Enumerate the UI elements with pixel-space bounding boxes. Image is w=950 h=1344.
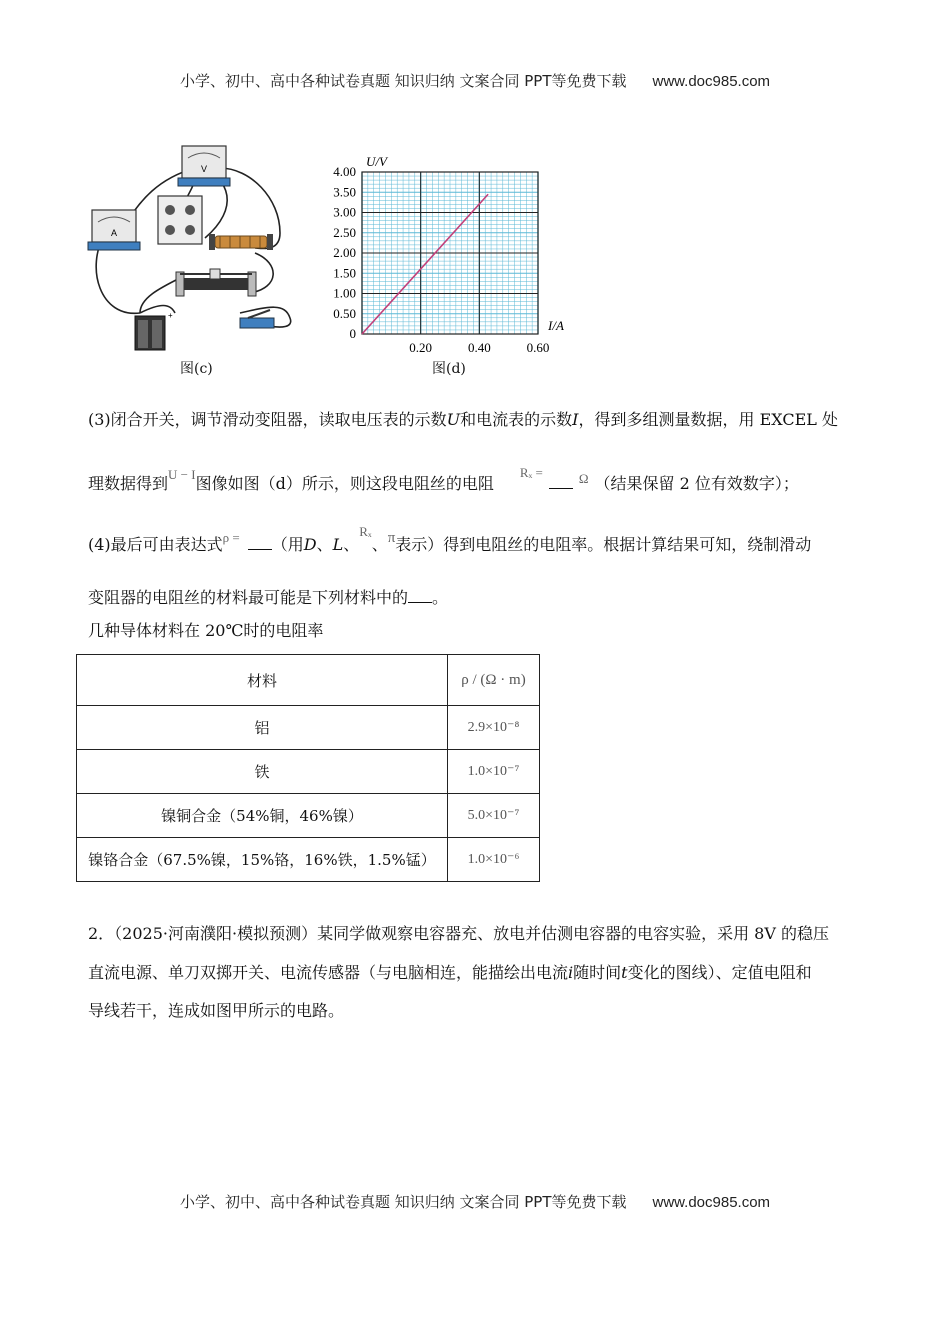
y-tick-label: 0: [349, 326, 356, 341]
q3-text-b: 和电流表的示数: [460, 410, 573, 429]
table-header-material: 材料: [77, 655, 448, 706]
y-tick-label: 1.00: [333, 285, 356, 301]
x-axis-label: I/A: [548, 318, 564, 333]
table-row: [77, 794, 540, 838]
ammeter-label: A: [111, 228, 118, 238]
q3-rx-expr: Rₓ =: [519, 465, 543, 480]
table-row: [77, 750, 540, 794]
resistivity-table: [76, 654, 540, 882]
q4-text-d: 变阻器的电阻丝的材料最可能是下列材料中的: [88, 588, 409, 607]
q3-text-d: 理数据得到: [88, 474, 169, 493]
y-axis-label: U/V: [366, 154, 387, 169]
q4-d: D: [303, 535, 317, 554]
q4-line1: [88, 524, 812, 558]
q3-u: U: [446, 410, 461, 429]
table-cell-material: 铝: [77, 706, 448, 750]
q4-rho-expr: ρ =: [222, 530, 240, 545]
page-header: [0, 70, 950, 91]
table-header-row: [77, 655, 540, 706]
q4-pi: π: [387, 530, 396, 546]
q4-material-blank[interactable]: [408, 586, 432, 603]
q4-sep1: 、: [316, 535, 333, 554]
x-tick-label: 0.60: [526, 340, 550, 355]
footer-text: 小学、初中、高中各种试卷真题 知识归纳 文案合同 PPT等免费下载: [179, 1193, 627, 1211]
header-text: 小学、初中、高中各种试卷真题 知识归纳 文案合同 PPT等免费下载: [179, 72, 627, 90]
table-header-rho: ρ / (Ω · m): [448, 655, 540, 706]
table-row: [77, 706, 540, 750]
table-cell-value: 5.0×10⁻⁷: [448, 794, 540, 838]
q4-end: 。: [432, 588, 449, 607]
y-tick-label: 2.50: [333, 224, 356, 240]
q2-line2: [88, 961, 812, 985]
y-tick-label: 3.50: [333, 184, 356, 200]
battery-plus-label: +: [168, 311, 173, 320]
q4-sep3: 、: [371, 535, 388, 554]
table-cell-value: 1.0×10⁻⁶: [448, 838, 540, 882]
q2-text-a: 直流电源、单刀双掷开关、电流传感器（与电脑相连，能描绘出电流: [88, 963, 569, 982]
y-tick-label: 3.00: [333, 204, 356, 220]
ui-graph: [318, 140, 598, 358]
q3-text-c: ，得到多组测量数据，用 EXCEL 处: [578, 410, 839, 429]
q4-text-b: （用: [271, 535, 304, 554]
q2-text-c: 变化的图线）、定值电阻和: [627, 963, 812, 982]
table-caption: 几种导体材料在 20℃时的电阻率: [88, 621, 324, 640]
q3-text-f: （结果保留 2 位有效数字）；: [594, 474, 799, 493]
table-row: [77, 838, 540, 882]
battery-icon: [135, 311, 173, 350]
table-cell-material: 镍铜合金（54%铜，46%镍）: [77, 794, 448, 838]
y-tick-label: 0.50: [333, 305, 356, 321]
q3-text-a: (3)闭合开关，调节滑动变阻器，读取电压表的示数: [88, 410, 447, 429]
resistance-wire-icon: [209, 234, 273, 250]
circuit-figure: [80, 138, 300, 358]
page-footer: [0, 1191, 950, 1212]
table-cell-material: 铁: [77, 750, 448, 794]
q3-omega: Ω: [578, 471, 589, 486]
header-site: www.doc985.com: [652, 73, 771, 90]
q4-rx: Rₓ: [359, 524, 372, 539]
y-tick-label: 4.00: [333, 164, 356, 179]
q2-text-b: 随时间: [573, 963, 622, 982]
q3-line2: [88, 465, 799, 497]
q4-expression-blank[interactable]: [248, 533, 272, 550]
q2-t: t: [621, 963, 628, 982]
q3-text-e: 图像如图（d）所示，则这段电阻丝的电阻: [195, 474, 494, 493]
ammeter-icon: [88, 210, 140, 250]
table-cell-value: 2.9×10⁻⁸: [448, 706, 540, 750]
q4-text-a: (4)最后可由表达式: [88, 535, 223, 554]
q4-line2: [88, 586, 448, 610]
graph-caption: 图(d): [432, 361, 466, 377]
q3-ui-expr: U − I: [168, 467, 196, 482]
y-tick-label: 1.50: [333, 265, 356, 281]
q2-i: i: [568, 963, 574, 982]
table-cell-material: 镍铬合金（67.5%镍，15%铬，16%铁，1.5%锰）: [77, 838, 448, 882]
q2-line3: 导线若干，连成如图甲所示的电路。: [88, 1001, 345, 1020]
q3-answer-blank[interactable]: [549, 472, 573, 489]
switch-icon: [240, 310, 274, 328]
q3-i: I: [572, 410, 579, 429]
circuit-caption: 图(c): [180, 361, 213, 377]
footer-site: www.doc985.com: [652, 1194, 771, 1211]
q4-text-c: 表示）得到电阻丝的电阻率。根据计算结果可知，绕制滑动: [395, 535, 812, 554]
rheostat-icon: [176, 269, 256, 296]
y-tick-label: 2.00: [333, 245, 356, 260]
q4-l: L: [332, 535, 344, 554]
table-cell-value: 1.0×10⁻⁷: [448, 750, 540, 794]
q3-line1: [88, 408, 838, 432]
voltmeter-label: V: [201, 164, 208, 174]
q2-line1: 2．（2025·河南濮阳·模拟预测）某同学做观察电容器充、放电并估测电容器的电容实验，采用 8V 的稳压: [88, 924, 829, 943]
x-tick-label: 0.40: [467, 340, 491, 355]
q4-sep2: 、: [343, 535, 360, 554]
resistance-box-icon: [158, 196, 202, 244]
voltmeter-icon: [178, 146, 230, 186]
x-tick-label: 0.20: [409, 340, 433, 355]
